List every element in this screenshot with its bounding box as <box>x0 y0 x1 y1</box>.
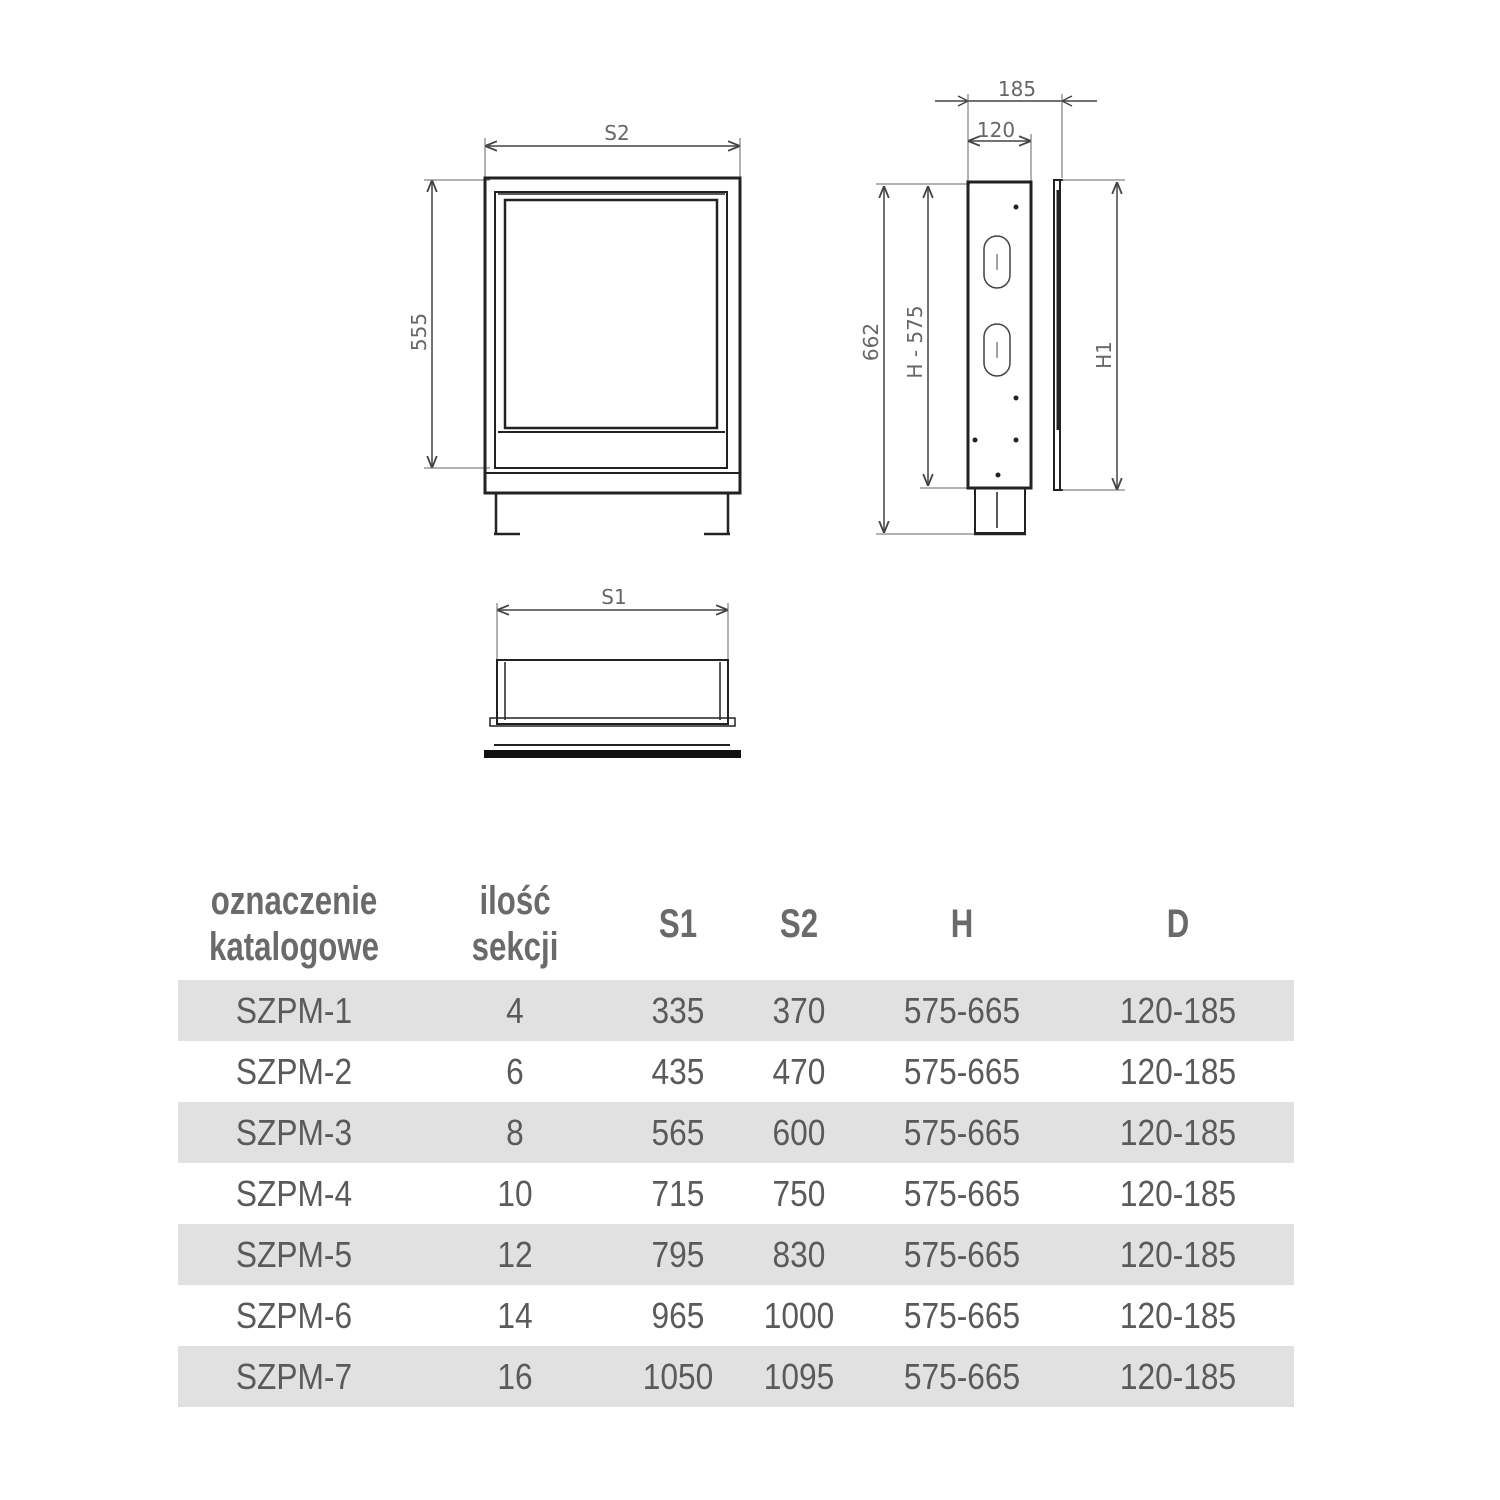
table-row <box>178 1163 1294 1224</box>
height-h575-label: H - 575 <box>903 305 927 379</box>
cell-s1: 795 <box>627 1224 729 1285</box>
header-line: ilość <box>479 879 551 923</box>
cell-sections: 16 <box>423 1346 608 1407</box>
depth-185-label: 185 <box>997 77 1037 101</box>
cell-s2: 370 <box>744 980 855 1041</box>
cell-s1: 965 <box>651 1294 705 1336</box>
cell-h: 575-665 <box>874 1102 1050 1163</box>
cell-designation: SZPM-1 <box>192 980 396 1041</box>
cell-s1: 715 <box>651 1172 705 1214</box>
table-header-row <box>178 868 1294 980</box>
height-h1-label: H1 <box>1092 341 1116 369</box>
cell-designation: SZPM-5 <box>192 1224 396 1285</box>
cell-h: 575-665 <box>903 1172 1021 1214</box>
cell-h: 575-665 <box>874 1346 1050 1407</box>
cabinet-inner-frame <box>495 192 727 468</box>
header-s1 <box>633 868 723 980</box>
door-panel <box>505 200 717 428</box>
cell-s1: 435 <box>651 1050 705 1092</box>
s2-dimension-label: S2 <box>604 121 630 145</box>
table-row <box>178 1041 1294 1102</box>
cell-d: 120-185 <box>1119 1294 1237 1336</box>
cell-s2: 470 <box>772 1050 826 1092</box>
cell-d: 120-185 <box>1119 1050 1237 1092</box>
cell-sections: 12 <box>423 1224 608 1285</box>
height-662-label: 662 <box>859 322 883 362</box>
table-row <box>178 1285 1294 1346</box>
side-panel <box>968 182 1031 488</box>
header-section-count <box>433 868 597 980</box>
cell-sections: 4 <box>423 980 608 1041</box>
cell-s2: 750 <box>772 1172 826 1214</box>
header-line: katalogowe <box>209 925 379 969</box>
cell-s2: 1095 <box>744 1346 855 1407</box>
cell-h: 575-665 <box>874 980 1050 1041</box>
cell-h: 575-665 <box>903 1294 1021 1336</box>
cell-s1: 565 <box>627 1102 729 1163</box>
specification-table <box>178 868 1294 1407</box>
cell-designation: SZPM-4 <box>235 1172 353 1214</box>
header-line: oznaczenie <box>210 879 378 923</box>
header-line: D <box>1166 902 1190 946</box>
cell-s2: 600 <box>744 1102 855 1163</box>
header-s2 <box>750 868 848 980</box>
cell-sections: 10 <box>497 1172 533 1214</box>
header-catalog-designation <box>204 868 385 980</box>
front-view <box>407 121 740 534</box>
cell-s1: 1050 <box>627 1346 729 1407</box>
bottom-view <box>484 585 741 758</box>
cell-h: 575-665 <box>874 1224 1050 1285</box>
cell-d: 120-185 <box>1076 1224 1280 1285</box>
cell-sections: 6 <box>506 1050 524 1092</box>
table-row <box>178 980 1294 1041</box>
header-line: H <box>950 902 974 946</box>
table-row <box>178 1346 1294 1407</box>
table-body <box>178 980 1294 1407</box>
adjustable-foot <box>975 488 1025 533</box>
cell-s2: 830 <box>744 1224 855 1285</box>
cell-designation: SZPM-6 <box>235 1294 353 1336</box>
depth-120-label: 120 <box>976 118 1016 142</box>
side-view <box>859 77 1125 534</box>
header-line: S1 <box>658 902 698 946</box>
cell-d: 120-185 <box>1076 1102 1280 1163</box>
s1-dimension-label: S1 <box>601 585 627 609</box>
cell-s1: 335 <box>627 980 729 1041</box>
height-555-label: 555 <box>407 312 431 352</box>
cell-h: 575-665 <box>903 1050 1021 1092</box>
cell-s2: 1000 <box>763 1294 835 1336</box>
header-d <box>1088 868 1269 980</box>
cell-sections: 14 <box>497 1294 533 1336</box>
table-row <box>178 1224 1294 1285</box>
cell-designation: SZPM-3 <box>192 1102 396 1163</box>
cabinet-outer-frame <box>485 178 740 493</box>
header-line: S2 <box>779 902 819 946</box>
cell-d: 120-185 <box>1076 980 1280 1041</box>
header-h <box>884 868 1040 980</box>
bottom-base-rail <box>484 750 741 758</box>
cell-d: 120-185 <box>1119 1172 1237 1214</box>
cell-sections: 8 <box>423 1102 608 1163</box>
cell-d: 120-185 <box>1076 1346 1280 1407</box>
header-line: sekcji <box>471 925 559 969</box>
cell-designation: SZPM-7 <box>192 1346 396 1407</box>
cell-designation: SZPM-2 <box>235 1050 353 1092</box>
bottom-box <box>497 660 728 724</box>
table-row <box>178 1102 1294 1163</box>
